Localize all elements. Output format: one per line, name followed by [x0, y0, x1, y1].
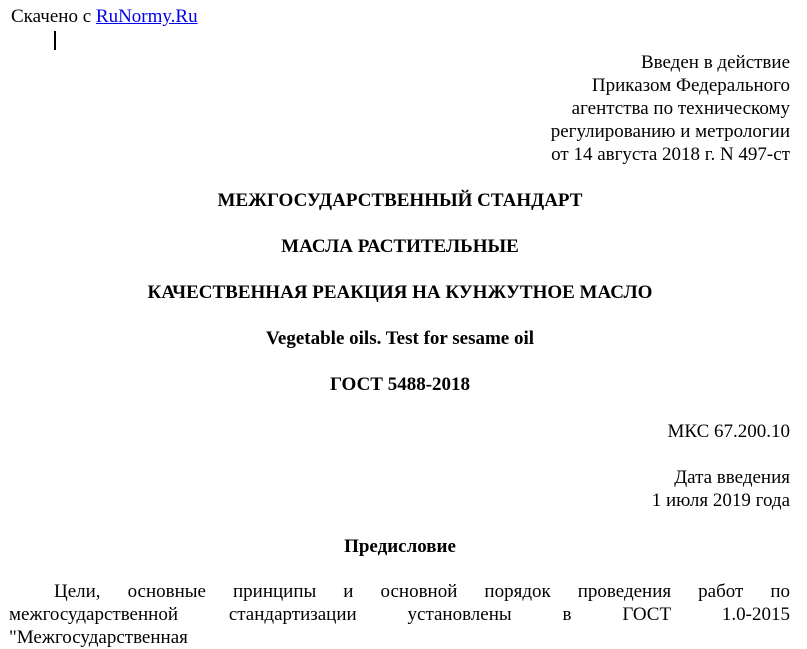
enactment-line-3: агентства по техническому [571, 98, 790, 119]
enactment-line-5: от 14 августа 2018 г. N 497-ст [551, 144, 790, 165]
enactment-line-4: регулированию и метрологии [550, 121, 790, 142]
source-prefix: Скачено с [11, 6, 92, 27]
english-title: Vegetable oils. Test for sesame oil [265, 328, 535, 349]
mks-code: МКС 67.200.10 [667, 421, 790, 442]
intro-date-value: 1 июля 2019 года [651, 490, 790, 511]
subject-title: МАСЛА РАСТИТЕЛЬНЫЕ [281, 236, 519, 257]
standard-type-title: МЕЖГОСУДАРСТВЕННЫЙ СТАНДАРТ [217, 190, 583, 211]
source-line [11, 6, 198, 28]
enactment-line-2: Приказом Федерального [591, 75, 790, 96]
standard-name-title: КАЧЕСТВЕННАЯ РЕАКЦИЯ НА КУНЖУТНОЕ МАСЛО [147, 282, 653, 303]
foreword-heading: Предисловие [344, 536, 456, 557]
enactment-line-1: Введен в действие [640, 52, 790, 73]
source-link[interactable]: RuNormy.Ru [95, 6, 198, 27]
foreword-paragraph: Цели, основные принципы и основной порядок проведения работ по межгосударственной стандартизации установлены в ГОСТ 1.0-2015 "Межгосударственная [9, 581, 790, 648]
standard-code: ГОСТ 5488-2018 [329, 374, 471, 395]
intro-date-label: Дата введения [674, 467, 790, 488]
text-cursor [54, 31, 56, 50]
